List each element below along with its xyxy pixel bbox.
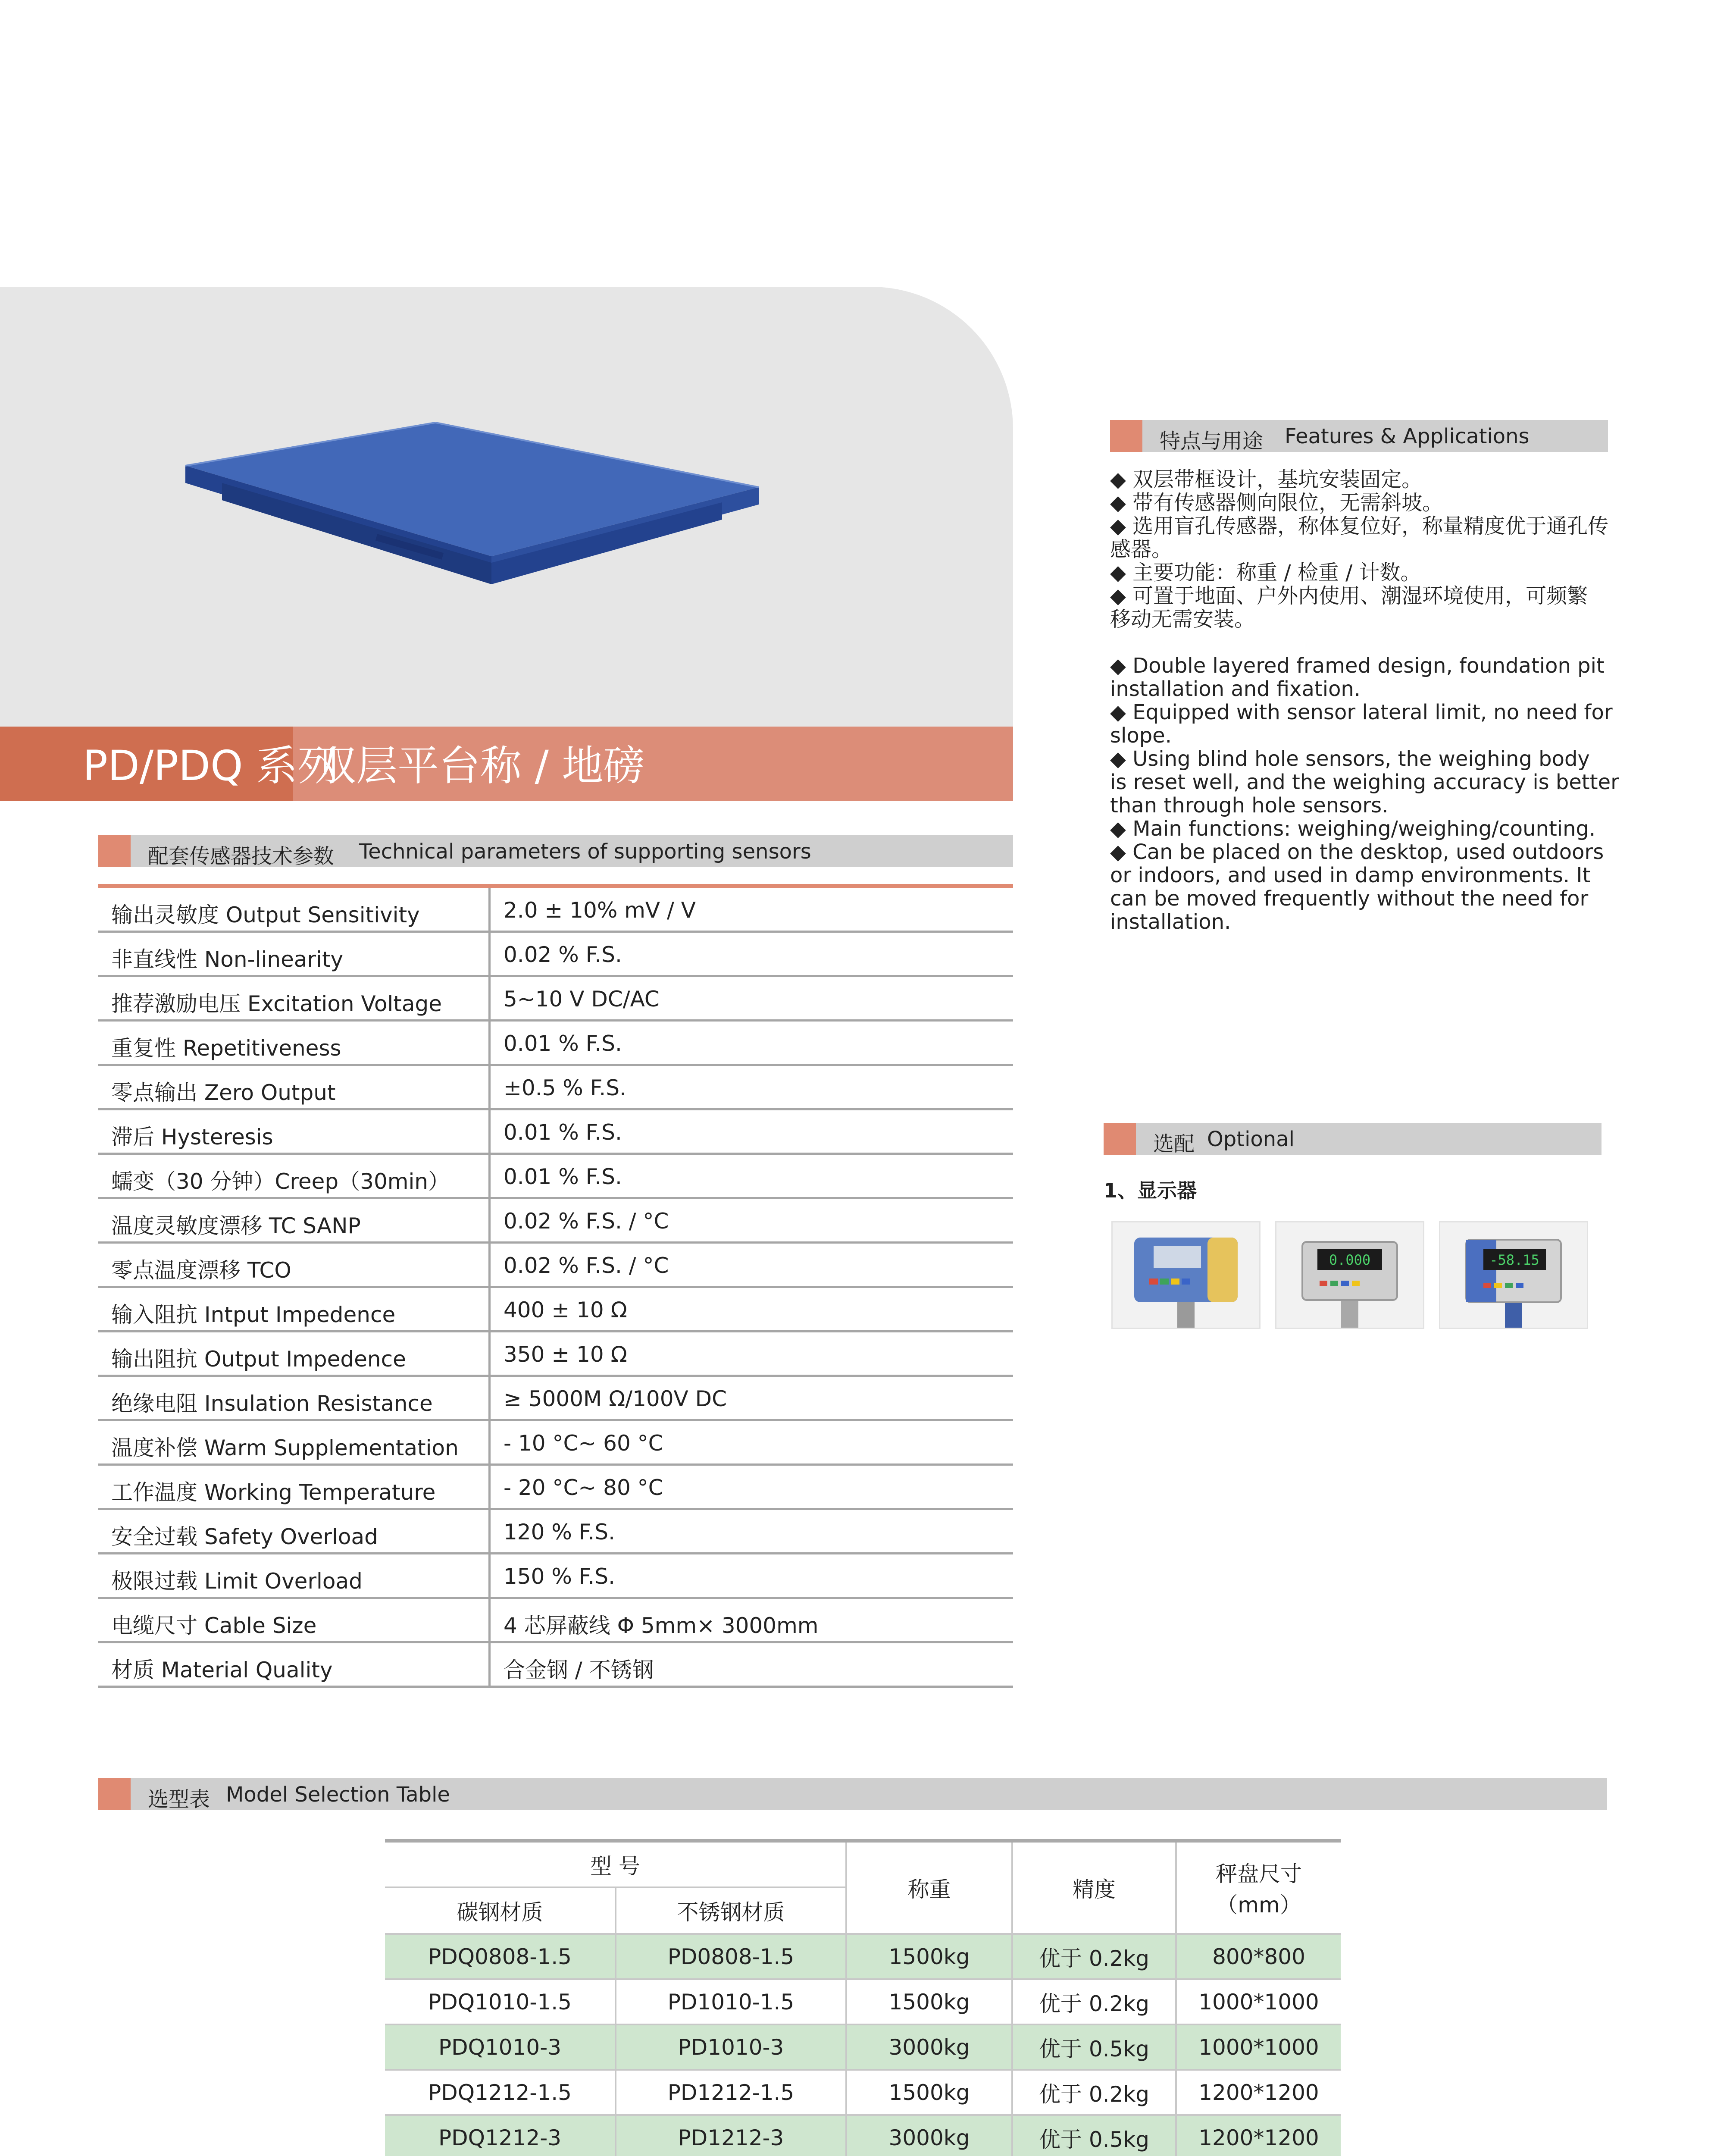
param-row: [98, 1332, 1013, 1377]
param-row: [98, 1421, 1013, 1466]
param-label: 非直线性 Non-linearity: [111, 947, 344, 972]
feature-line-cn: 感器。: [1110, 537, 1173, 561]
cell-stainless: PD1010-1.5: [616, 1979, 846, 2024]
optional-title-cn: 选配: [1153, 1132, 1195, 1156]
cell-accuracy: 优于 0.5kg: [1012, 2024, 1176, 2070]
indicator-2-readout: 0.000: [1329, 1252, 1371, 1268]
table-row: [385, 1934, 1341, 1979]
param-value: 4 芯屏蔽线 Φ 5mm× 3000mm: [504, 1613, 819, 1638]
feature-line-en: than through hole sensors.: [1110, 793, 1389, 818]
param-label: 重复性 Repetitiveness: [111, 1036, 341, 1061]
param-value: 2.0 ± 10% mV / V: [504, 898, 696, 923]
section-marker: [1104, 1123, 1136, 1155]
cell-size: 1000*1000: [1176, 1979, 1341, 2024]
param-row: [98, 1510, 1013, 1554]
table-row: [385, 2115, 1341, 2156]
header-model: 型 号: [385, 1841, 846, 1887]
param-value: 350 ± 10 Ω: [504, 1342, 627, 1367]
indicator-3-readout: -58.15: [1489, 1252, 1539, 1268]
optional-title-en: Optional: [1207, 1127, 1295, 1151]
feature-line-en: ◆ Equipped with sensor lateral limit, no need for: [1110, 700, 1613, 724]
header-capacity: 称重: [846, 1841, 1012, 1934]
param-label: 蠕变（30 分钟）Creep（30min）: [111, 1169, 450, 1194]
param-label: 输出灵敏度 Output Sensitivity: [111, 903, 420, 928]
platform-scale-image: [181, 414, 767, 595]
table-row: [385, 1979, 1341, 2024]
cell-accuracy: 优于 0.2kg: [1012, 1979, 1176, 2024]
cell-stainless: PD1212-1.5: [616, 2070, 846, 2115]
param-label: 极限过载 Limit Overload: [111, 1569, 363, 1594]
param-row: [98, 1288, 1013, 1332]
features-section-header: [1110, 420, 1608, 452]
section-marker: [98, 835, 131, 867]
model-title-en: Model Selection Table: [226, 1783, 450, 1807]
param-label: 推荐激励电压 Excitation Voltage: [111, 991, 442, 1016]
param-row: [98, 1155, 1013, 1199]
param-value: 150 % F.S.: [504, 1564, 615, 1589]
features-title-en: Features & Applications: [1285, 424, 1530, 448]
indicator-image-3: [1439, 1221, 1588, 1329]
feature-line-en: installation and fixation.: [1110, 677, 1361, 701]
params-title-en: Technical parameters of supporting sensors: [359, 840, 811, 864]
param-row: [98, 1022, 1013, 1066]
cell-carbon: PDQ1212-3: [385, 2115, 616, 2156]
feature-line-cn: ◆ 带有传感器侧向限位，无需斜坡。: [1110, 491, 1443, 515]
cell-carbon: PDQ1010-3: [385, 2024, 616, 2070]
param-value: 0.02 % F.S. / °C: [504, 1253, 669, 1278]
param-label: 温度灵敏度漂移 TC SANP: [111, 1213, 361, 1238]
header-size: [1176, 1841, 1341, 1934]
table-header-row: [385, 1841, 1341, 1887]
cell-stainless: PD0808-1.5: [616, 1934, 846, 1979]
table-row: [385, 2024, 1341, 2070]
cell-carbon: PDQ1010-1.5: [385, 1979, 616, 2024]
cell-capacity: 1500kg: [846, 1979, 1012, 2024]
cell-carbon: PDQ1212-1.5: [385, 2070, 616, 2115]
section-marker: [98, 1778, 131, 1810]
cell-accuracy: 优于 0.2kg: [1012, 1934, 1176, 1979]
feature-line-cn: ◆ 选用盲孔传感器，称体复位好，称量精度优于通孔传: [1110, 514, 1609, 538]
optional-item-label: 1、显示器: [1104, 1179, 1197, 1202]
param-label: 温度补偿 Warm Supplementation: [111, 1435, 459, 1460]
param-row: [98, 1199, 1013, 1244]
param-row: [98, 933, 1013, 977]
header-stainless: 不锈钢材质: [616, 1887, 846, 1934]
cell-accuracy: 优于 0.2kg: [1012, 2070, 1176, 2115]
param-label: 电缆尺寸 Cable Size: [111, 1613, 317, 1638]
param-row: [98, 1066, 1013, 1110]
param-value: 120 % F.S.: [504, 1520, 615, 1545]
feature-line-en: ◆ Can be placed on the desktop, used outdoors: [1110, 840, 1604, 864]
param-row: [98, 1599, 1013, 1643]
feature-line-en: is reset well, and the weighing accuracy is better: [1110, 770, 1619, 794]
param-value: ±0.5 % F.S.: [504, 1075, 626, 1100]
param-value: ≥ 5000M Ω/100V DC: [504, 1386, 727, 1411]
param-value: 0.01 % F.S.: [504, 1031, 622, 1056]
param-value: 0.02 % F.S. / °C: [504, 1209, 669, 1234]
param-row: [98, 1554, 1013, 1599]
cell-accuracy: 优于 0.5kg: [1012, 2115, 1176, 2156]
param-row: [98, 977, 1013, 1022]
cell-capacity: 1500kg: [846, 1934, 1012, 1979]
param-row: [98, 1377, 1013, 1421]
cell-stainless: PD1010-3: [616, 2024, 846, 2070]
param-value: - 20 °C~ 80 °C: [504, 1475, 663, 1500]
param-label: 零点温度漂移 TCO: [111, 1258, 291, 1283]
feature-line-cn: 移动无需安装。: [1110, 607, 1255, 631]
feature-line-en: can be moved frequently without the need for: [1110, 887, 1589, 911]
param-label: 工作温度 Working Temperature: [111, 1480, 436, 1505]
cell-size: 1000*1000: [1176, 2024, 1341, 2070]
feature-line-en: ◆ Main functions: weighing/weighing/counting.: [1110, 817, 1596, 841]
feature-line-cn: ◆ 双层带框设计，基坑安装固定。: [1110, 467, 1423, 492]
param-row: [98, 1643, 1013, 1688]
param-label: 输入阻抗 Intput Impedence: [111, 1302, 396, 1327]
feature-line-cn: ◆ 主要功能：称重 / 检重 / 计数。: [1110, 561, 1421, 585]
cell-stainless: PD1212-3: [616, 2115, 846, 2156]
table-row: [385, 2070, 1341, 2115]
features-text: [1110, 467, 1619, 934]
feature-line-en: ◆ Using blind hole sensors, the weighing body: [1110, 747, 1590, 771]
features-title-cn: 特点与用途: [1160, 429, 1264, 453]
cell-carbon: PDQ0808-1.5: [385, 1934, 616, 1979]
param-label: 安全过载 Safety Overload: [111, 1524, 378, 1549]
header-size-unit: （mm）: [1216, 1893, 1301, 1918]
param-value: 0.01 % F.S.: [504, 1120, 622, 1145]
optional-section-header: [1104, 1123, 1602, 1155]
params-title-cn: 配套传感器技术参数: [148, 844, 335, 868]
feature-line-en: installation.: [1110, 910, 1231, 934]
model-section-header: [98, 1778, 1607, 1810]
cell-size: 800*800: [1176, 1934, 1341, 1979]
params-table: [98, 888, 1013, 1688]
feature-line-cn: ◆ 可置于地面、户外内使用、潮湿环境使用，可频繁: [1110, 584, 1588, 608]
param-value: 合金钢 / 不锈钢: [504, 1658, 654, 1683]
cell-capacity: 3000kg: [846, 2115, 1012, 2156]
param-value: 5~10 V DC/AC: [504, 987, 660, 1012]
cell-size: 1200*1200: [1176, 2115, 1341, 2156]
cell-capacity: 1500kg: [846, 2070, 1012, 2115]
cell-capacity: 3000kg: [846, 2024, 1012, 2070]
param-row: [98, 1110, 1013, 1155]
product-title: 双层平台称 / 地磅: [315, 742, 645, 790]
header-accuracy: 精度: [1012, 1841, 1176, 1934]
param-row: [98, 888, 1013, 933]
param-row: [98, 1244, 1013, 1288]
param-label: 绝缘电阻 Insulation Resistance: [111, 1391, 433, 1416]
series-label: PD/PDQ 系列: [83, 742, 339, 790]
params-section-header: [98, 835, 1013, 867]
params-accent-rule: [98, 884, 1013, 888]
param-value: 0.01 % F.S.: [504, 1164, 622, 1189]
param-value: 400 ± 10 Ω: [504, 1297, 627, 1322]
section-marker: [1110, 420, 1142, 452]
model-selection-table: [385, 1839, 1341, 2156]
indicator-image-2: [1275, 1221, 1424, 1329]
cell-size: 1200*1200: [1176, 2070, 1341, 2115]
param-label: 滞后 Hysteresis: [111, 1125, 273, 1150]
param-label: 材质 Material Quality: [111, 1658, 333, 1683]
param-value: 0.02 % F.S.: [504, 942, 622, 967]
param-label: 输出阻抗 Output Impedence: [111, 1347, 406, 1372]
feature-line-en: slope.: [1110, 724, 1172, 748]
param-value: - 10 °C~ 60 °C: [504, 1431, 663, 1456]
model-title-cn: 选型表: [148, 1787, 210, 1811]
param-label: 零点输出 Zero Output: [111, 1080, 336, 1105]
param-row: [98, 1466, 1013, 1510]
header-size-label: 秤盘尺寸: [1216, 1861, 1302, 1887]
indicator-image-1: [1111, 1221, 1261, 1329]
feature-line-en: ◆ Double layered framed design, foundation pit: [1110, 654, 1605, 678]
feature-line-en: or indoors, and used in damp environments. It: [1110, 863, 1591, 887]
header-carbon: 碳钢材质: [385, 1887, 616, 1934]
